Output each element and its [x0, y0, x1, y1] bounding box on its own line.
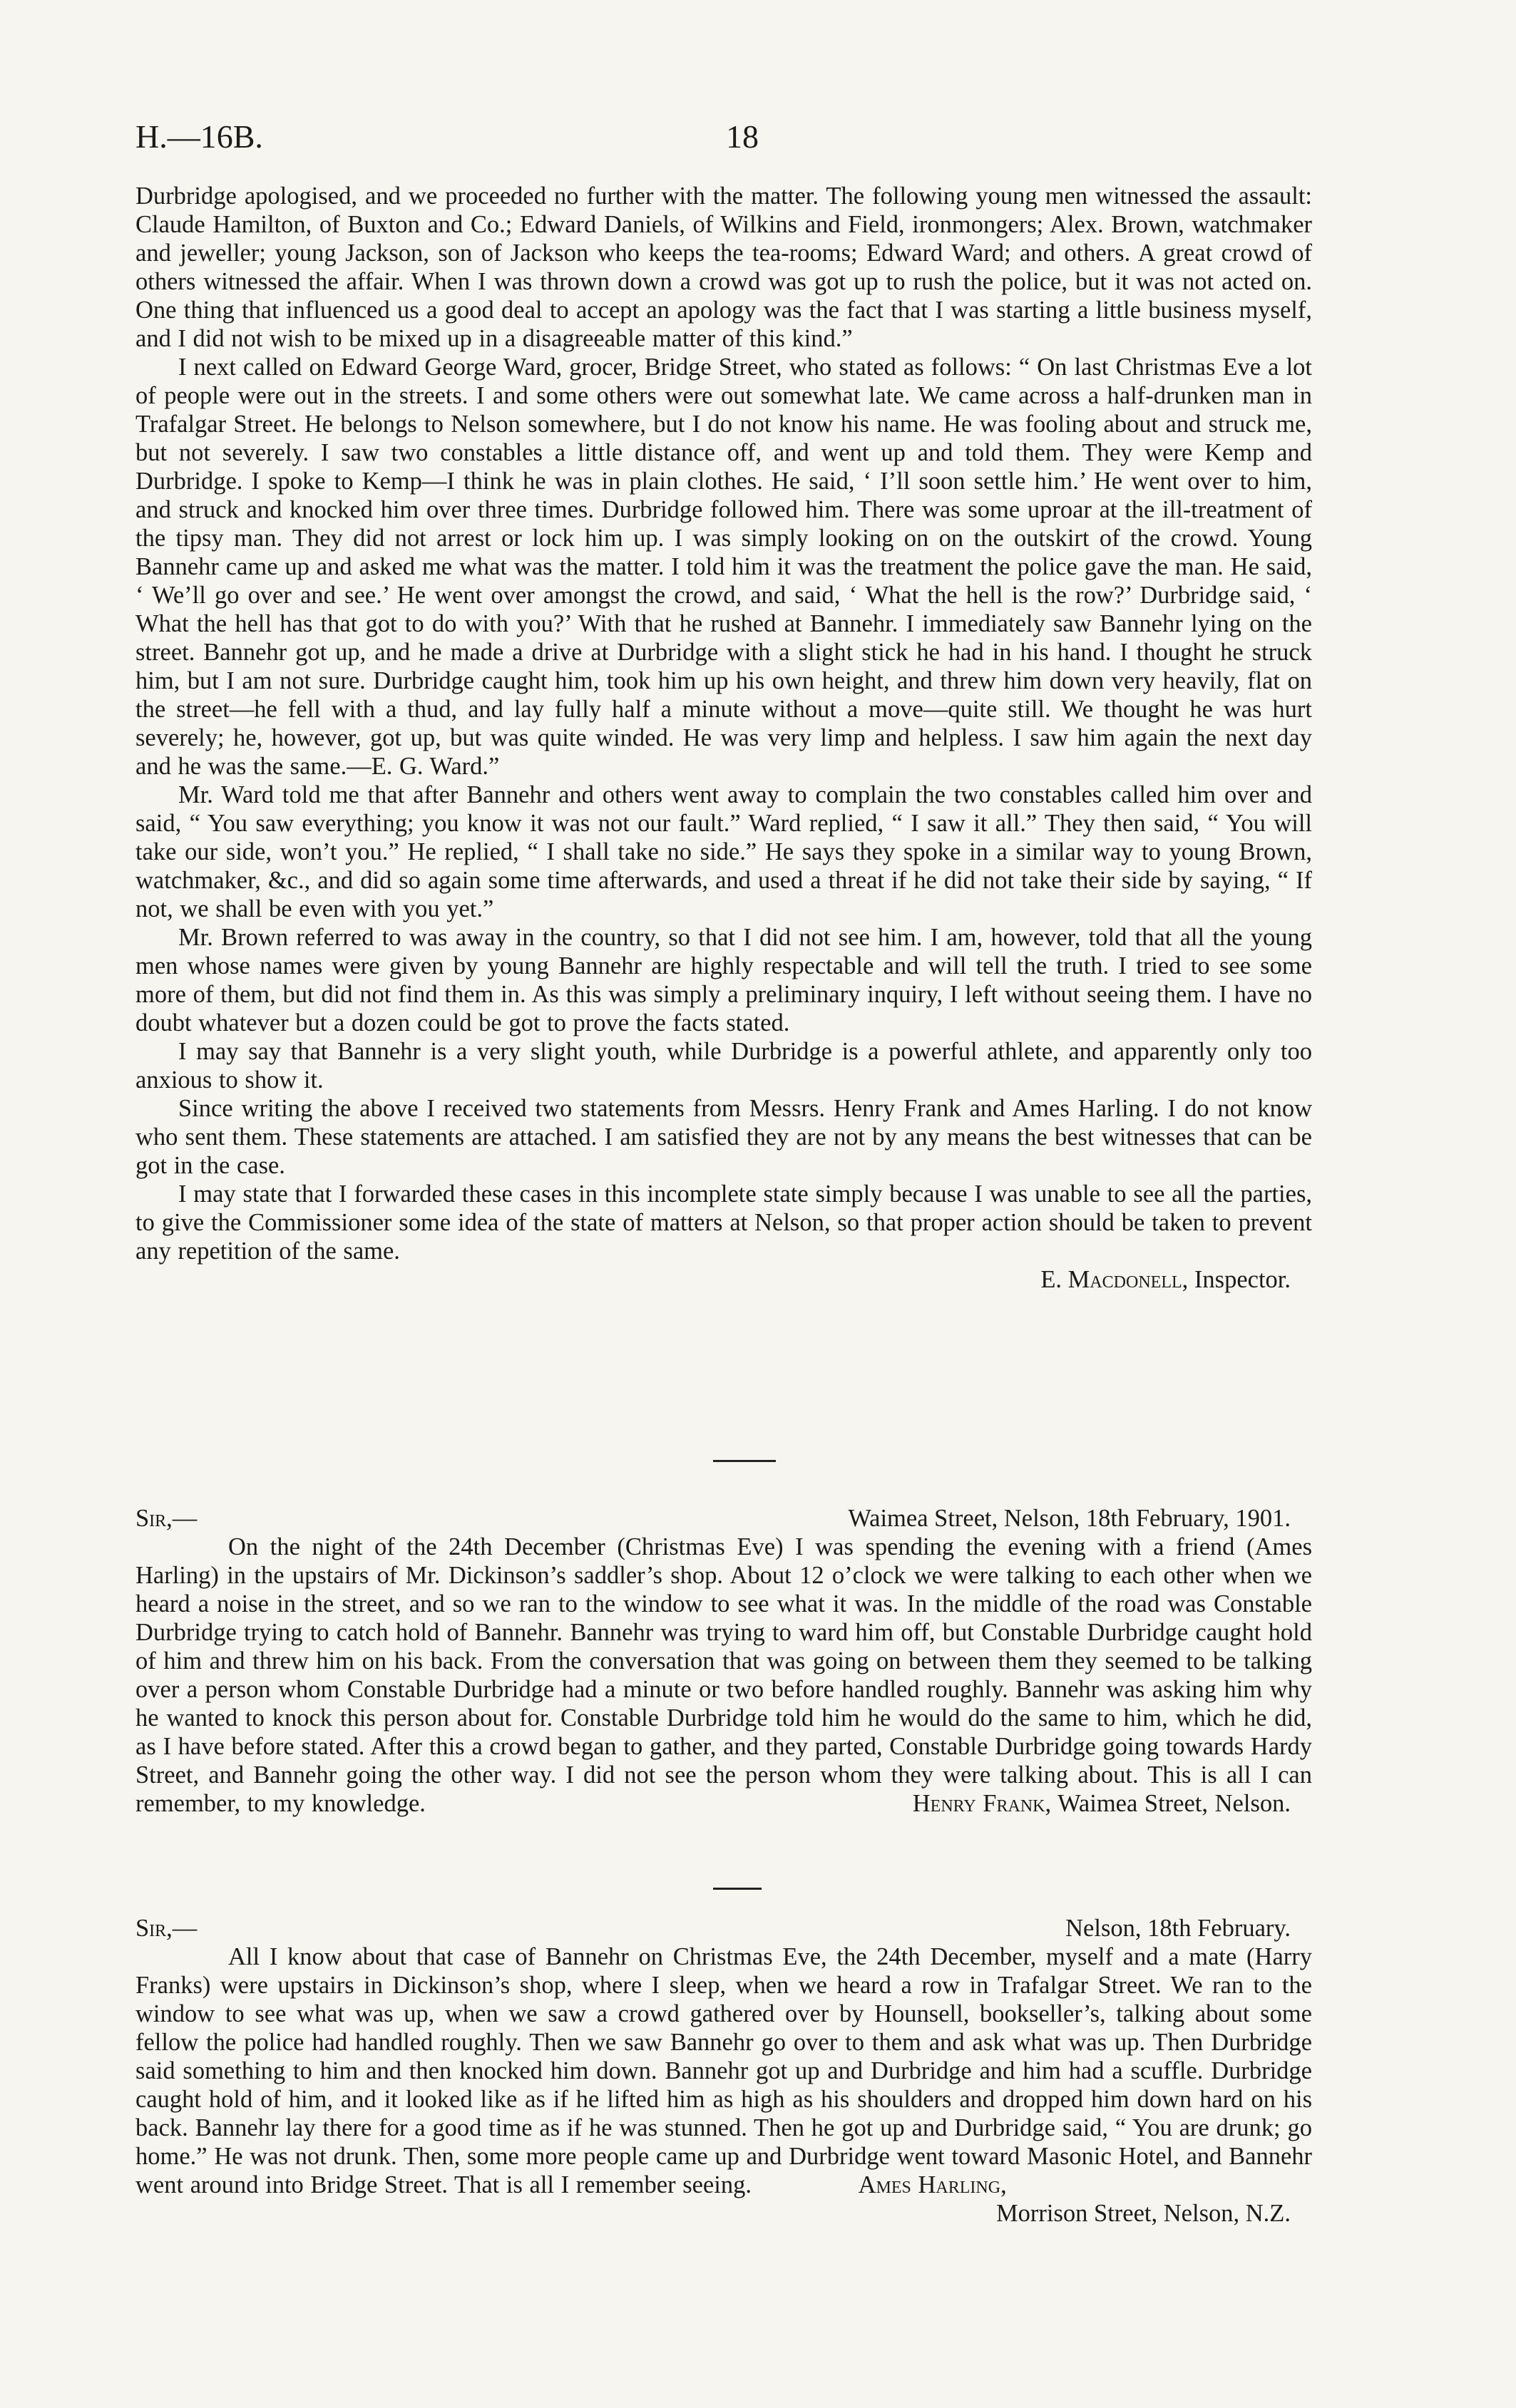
signature-name: Ames Harling — [858, 2171, 1001, 2198]
inspector-signature — [135, 1265, 1312, 1294]
letter-heading — [135, 1914, 1312, 1943]
letter-body-text: All I know about that case of Bannehr on Christmas Eve, the 24th December, myself and a mate (Harry Franks) were upstairs in Dickinson’s shop, where I sleep, when we heard a row in Trafalgar Street. We ran to the window to see what was up, when we saw a crowd gathered over by Hounsell, bookseller’s, talking about some fellow the police had handled roughly. Then we saw Bannehr go over to them and ask what was up. Then Durbridge said something to him and then knocked him down. Bannehr got up and Durbridge and him had a scuffle. Durbridge caught hold of him, and it looked like as if he lifted him as high as his shoulders and dropped him down hard on his back. Bannehr lay there for a good time as if he was stunned. Then he got up and Durbridge said, “ You are drunk; go home.” He was not drunk. Then, some more people came up and Durbridge went toward Masonic Hotel, and Bannehr went around into Bridge Street. That is all I remember seeing. — [135, 1943, 1312, 2198]
letter-signature — [859, 2171, 1007, 2198]
letter-heading — [135, 1504, 1312, 1533]
frank-letter — [135, 1504, 1312, 1818]
salutation: Sir,— — [135, 1505, 198, 1532]
report-paragraph: Since writing the above I received two statements from Messrs. Henry Frank and Ames Harling. I do not know who sent them. These statements are attached. I am satisfied they are not by any means the best witnesses that can be got in the case. — [135, 1095, 1312, 1179]
signature-address: , Waimea Street, Nelson. — [1045, 1790, 1291, 1817]
letter-body — [135, 1943, 1312, 2199]
signature-name: E. Macdonell — [1040, 1266, 1182, 1293]
report-paragraph: Mr. Ward told me that after Bannehr and others went away to complain the two constables called him over and said, “ You saw everything; you know it was not our fault.” Ward replied, “ I saw it all.” They then said, “ You will take our side, won’t you.” He replied, “ I shall take no side.” He says they spoke in a similar way to young Brown, watchmaker, &c., and did so again some time afterwards, and used a threat if he did not take their side by saying, “ If not, we shall be even with you yet.” — [135, 781, 1312, 922]
letter-signature — [820, 1789, 1291, 1818]
salutation: Sir,— — [135, 1915, 198, 1942]
report-paragraph: Durbridge apologised, and we proceeded no further with the matter. The following young men witnessed the assault: Claude Hamilton, of Buxton and Co.; Edward Daniels, of Wilkins and Field, ironmongers; Alex. Brown, watchmaker and jeweller; young Jackson, son of Jackson who keeps the tea-rooms; Edward Ward; and others. A great crowd of others witnessed the affair. When I was thrown down a crowd was got up to rush the police, but it was not acted on. One thing that influenced us a good deal to accept an apology was the fact that I was starting a little business myself, and I did not wish to be mixed up in a disagreeable matter of this kind.” — [135, 182, 1312, 352]
report-paragraph: I may state that I forwarded these cases in this incomplete state simply because I was unable to see all the parties, to give the Commissioner some idea of the state of matters at Nelson, so that proper action should be taken to prevent any repetition of the same. — [135, 1180, 1312, 1265]
document-reference: H.—16B. — [135, 118, 263, 155]
place-date: Nelson, 18th February. — [1065, 1915, 1291, 1942]
section-divider — [713, 1460, 776, 1462]
report-paragraph: I may say that Bannehr is a very slight youth, while Durbridge is a powerful athlete, and apparently only too anxious to show it. — [135, 1038, 1312, 1094]
section-divider — [713, 1888, 762, 1890]
signature-name: Henry Frank — [912, 1790, 1045, 1817]
place-date: Waimea Street, Nelson, 18th February, 1901. — [848, 1505, 1291, 1532]
letter-body-text: On the night of the 24th December (Christmas Eve) I was spending the evening with a friend (Ames Harling) in the upstairs of Mr. Dickinson’s saddler’s shop. About 12 o’clock we were talking to each other when we heard a noise in the street, and so we ran to the window to see what it was. In the middle of the road was Constable Durbridge trying to catch hold of Bannehr. Bannehr was trying to ward him off, but Constable Durbridge caught hold of him and threw him on his back. From the conversation that was going on between them they seemed to be talking over a person whom Constable Durbridge had a minute or two before handled roughly. Bannehr was asking him why he wanted to knock this person about for. Constable Durbridge told him he would do the same to him, which he did, as I have before stated. After this a crowd began to gather, and they parted, Constable Durbridge going towards Hardy Street, and Bannehr going the other way. I did not see the person whom they were talking about. This is all I can remember, to my knowledge. — [135, 1533, 1312, 1817]
page-number: 18 — [726, 118, 759, 155]
report-paragraph: Mr. Brown referred to was away in the country, so that I did not see him. I am, however, told that all the young men whose names were given by young Bannehr are highly respectable and will tell the truth. I tried to see some more of them, but did not find them in. As this was simply a preliminary inquiry, I left without seeing them. I have no doubt whatever but a dozen could be got to prove the facts stated. — [135, 924, 1312, 1036]
signature-address: Morrison Street, Nelson, N.Z. — [996, 2200, 1291, 2227]
signature-title: , Inspector. — [1182, 1266, 1291, 1293]
report-paragraph: I next called on Edward George Ward, grocer, Bridge Street, who stated as follows: “ On last Christmas Eve a lot of people were out in the streets. I and some others were out somewhat late. We came across a half-drunken man in Trafalgar Street. He belongs to Nelson somewhere, but I do not know his name. He was fooling about and struck me, but not severely. I saw two constables a little distance off, and went up and told them. They were Kemp and Durbridge. I spoke to Kemp—I think he was in plain clothes. He said, ‘ I’ll soon settle him.’ He went over to him, and struck and knocked him over three times. Durbridge followed him. There was some uproar at the ill-treatment of the tipsy man. They did not arrest or lock him up. I was simply looking on on the outskirt of the crowd. Young Bannehr came up and asked me what was the matter. I told him it was the treatment the police gave the man. He said, ‘ We’ll go over and see.’ He went over amongst the crowd, and said, ‘ What the hell is the row?’ Durbridge said, ‘ What the hell has that got to do with you?’ With that he rushed at Bannehr. I immediately saw Bannehr lying on the street. Bannehr got up, and he made a drive at Durbridge with a slight stick he had in his hand. I thought he struck him, but I am not sure. Durbridge caught him, took him up his own height, and threw him down very heavily, flat on the street—he fell with a thud, and lay fully half a minute without a move—quite still. We thought he was hurt severely; he, however, got up, but was quite winded. He was very limp and helpless. I saw him again the next day and he was the same.—E. G. Ward.” — [135, 354, 1312, 780]
harling-letter — [135, 1914, 1312, 2228]
signature-comma: , — [1000, 2171, 1007, 2198]
page-header — [135, 118, 1312, 160]
inspector-report — [135, 182, 1312, 1294]
letter-body — [135, 1533, 1312, 1818]
